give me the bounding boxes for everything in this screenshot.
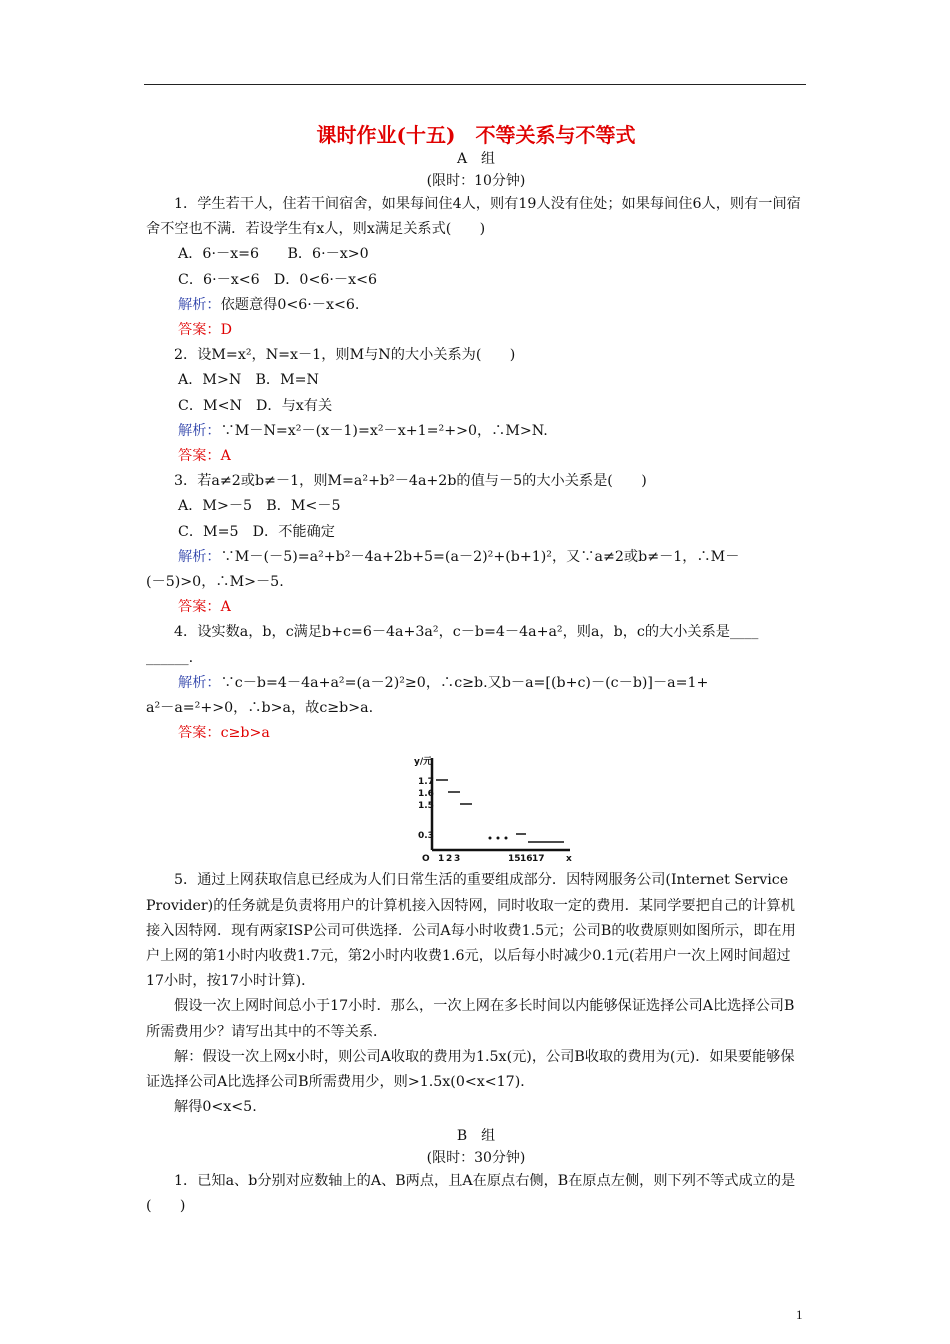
q5-result: 解得0<x<5. — [174, 1099, 257, 1116]
q5-solution: 解：假设一次上网x小时，则公司A收取的费用为1.5x(元)，公司B收取的费用为(元)．如果要能够保证选择公司A比选择公司B所需费用少，则>1.5x(0<x<17)． — [146, 1048, 795, 1091]
q2-jiexi — [146, 419, 806, 444]
x-tick-15: 15 — [508, 854, 521, 865]
q5-paragraph-1: 5．通过上网获取信息已经成为人们日常生活的重要组成部分．因特网服务公司(Internet Service Provider)的任务就是负责将用户的计算机接入因特网，同时收取一定的费用．某同学要把自己的计算机接入因特网．现有两家ISP公司可供选择．公司A每小时收费1.5元；公司B的收费原则如图所示，即在用户上网的第1小时内收费1.7元，第2小时内收费1.6元，以后每小时减少0.1元(若用户一次上网时间超过17小时，按17小时计算)． — [146, 872, 796, 990]
q2-stem: 2．设M=x²，N=x－1，则M与N的大小关系为( ) — [174, 347, 516, 364]
dot-3 — [505, 837, 508, 840]
y-tick-1-5: 1.5 — [418, 801, 434, 812]
dot-1 — [489, 837, 492, 840]
q3-answer — [146, 595, 806, 620]
page-title: 课时作业(十五) 不等关系与不等式 — [316, 123, 636, 147]
answer-label: 答案： — [178, 322, 221, 339]
q4-jiexi-text-2: a²－a=²+>0，∴b>a，故c≥b>a. — [146, 700, 374, 717]
group-b-time: (限时：30分钟) — [426, 1149, 526, 1166]
x-tick-2: 2 — [446, 854, 453, 865]
y-axis-label: y/元 — [414, 757, 433, 768]
q1-options-cd: C．6·－x<6 D．0<6·－x<6 — [178, 271, 377, 288]
q4-jiexi — [146, 671, 806, 696]
x-tick-16: 16 — [520, 854, 533, 865]
q3-stem: 3．若a≠2或b≠－1，则M=a²+b²－4a+2b的值与－5的大小关系是( ) — [174, 473, 647, 490]
x-tick-17: 17 — [532, 854, 545, 865]
q3-jiexi-text-2: (－5)>0，∴M>－5. — [146, 574, 284, 591]
group-b-label: B 组 — [456, 1127, 496, 1144]
b1-stem: 1．已知a、b分别对应数轴上的A、B两点，且A在原点右侧，B在原点左侧，则下列不等式成立的是( ) — [146, 1172, 796, 1214]
x-tick-1: 1 — [438, 854, 445, 865]
q2-options-ab: A．M>N B．M=N — [178, 372, 319, 389]
jiexi-label: 解析： — [178, 296, 221, 313]
q1-answer — [146, 318, 806, 343]
y-tick-1-6: 1.6 — [418, 789, 434, 800]
jiexi-label: 解析： — [178, 548, 221, 565]
q2-options-cd: C．M<N D．与x有关 — [178, 397, 333, 414]
y-tick-0-3: 0.3 — [418, 831, 434, 842]
q1-options-ab: A．6·－x=6 B．6·－x>0 — [178, 246, 369, 263]
q2-jiexi-text: ∵M－N=x²－(x－1)=x²－x+1=²+>0，∴M>N. — [220, 422, 548, 439]
x-tick-origin: O — [422, 854, 430, 865]
step-price-graph — [412, 754, 582, 866]
q1-stem: 1．学生若干人，住若干间宿舍，如果每间住4人，则有19人没有住处；如果每间住6人，则有一间宿舍不空也不满．若设学生有x人，则x满足关系式( ) — [146, 196, 801, 238]
q3-jiexi-text-1: ∵M－(－5)=a²+b²－4a+2b+5=(a－2)²+(b+1)²，又∵a≠2或b≠－1，∴M－ — [220, 548, 740, 565]
pricing-figure — [146, 746, 806, 868]
q3-options-ab: A．M>－5 B．M<－5 — [178, 498, 341, 515]
q4-stem-2: ______. — [146, 649, 194, 666]
group-a-label: A 组 — [456, 151, 496, 167]
y-tick-1-7: 1.7 — [418, 777, 434, 788]
q2-answer-value: A — [220, 448, 231, 465]
q4-answer-value: c≥b>a — [220, 725, 270, 742]
q3-answer-value: A — [220, 599, 231, 616]
page-number: 1 — [796, 1307, 803, 1322]
answer-label: 答案： — [178, 725, 221, 742]
dot-2 — [497, 837, 500, 840]
q1-jiexi — [146, 293, 806, 318]
jiexi-label: 解析： — [178, 422, 221, 439]
x-axis-label: x — [566, 854, 572, 865]
header-rule — [144, 84, 806, 85]
q4-answer — [146, 721, 806, 746]
document-page — [146, 122, 806, 1219]
q4-jiexi-text-1: ∵c－b=4－4a+a²=(a－2)²≥0，∴c≥b.又b－a=[(b+c)－(c－b)]－a=1+ — [220, 674, 709, 691]
q4-stem-1: 4．设实数a，b，c满足b+c=6－4a+3a²，c－b=4－4a+a²，则a，b，c的大小关系是____ — [174, 624, 759, 641]
jiexi-label: 解析： — [178, 674, 221, 691]
answer-label: 答案： — [178, 599, 221, 616]
q3-options-cd: C．M=5 D．不能确定 — [178, 523, 335, 540]
q1-jiexi-text: 依题意得0<6·－x<6. — [220, 296, 360, 313]
q2-answer — [146, 444, 806, 469]
x-tick-3: 3 — [454, 854, 461, 865]
answer-label: 答案： — [178, 448, 221, 465]
q3-jiexi — [146, 545, 806, 570]
group-a-time: (限时：10分钟) — [426, 173, 526, 189]
q1-answer-value: D — [220, 322, 232, 339]
q5-paragraph-2: 假设一次上网时间总小于17小时．那么，一次上网在多长时间以内能够保证选择公司A比选择公司B所需费用少？请写出其中的不等关系． — [146, 998, 795, 1040]
